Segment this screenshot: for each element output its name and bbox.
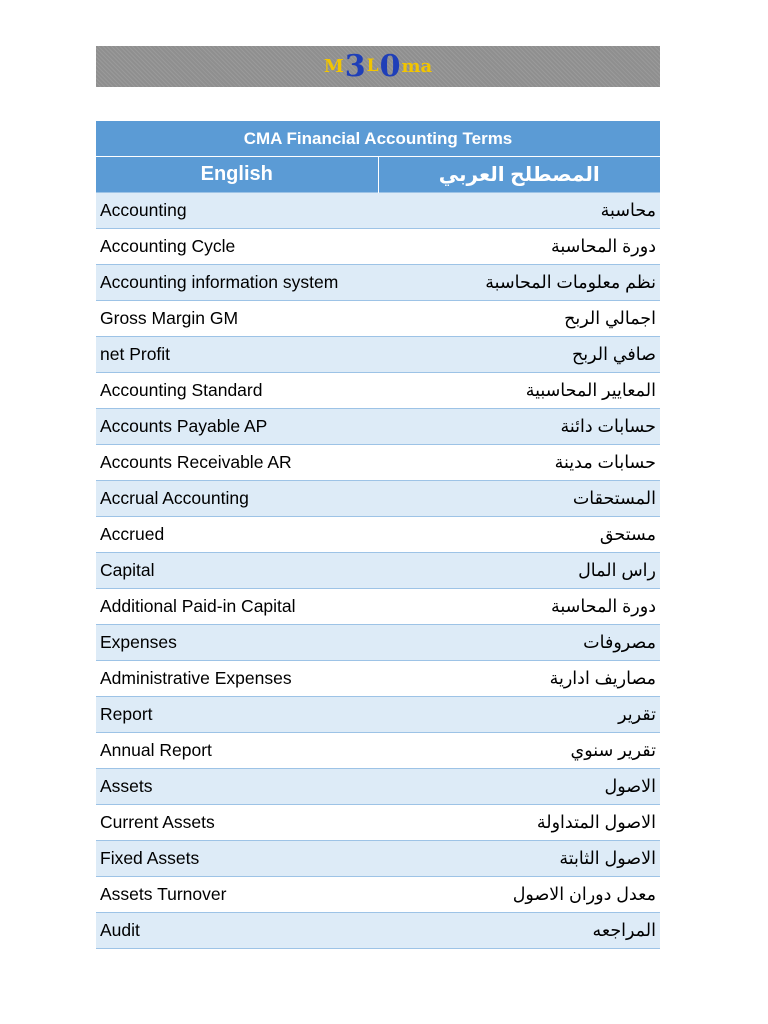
table-row [96, 913, 660, 949]
term-arabic: الاصول الثابتة [378, 841, 660, 877]
table-row [96, 517, 660, 553]
terms-table-head [96, 121, 660, 193]
column-header-arabic: المصطلح العربي [378, 157, 660, 193]
table-row [96, 301, 660, 337]
term-english: Administrative Expenses [96, 661, 378, 697]
term-arabic: المستحقات [378, 481, 660, 517]
term-english: Accounting [96, 193, 378, 229]
terms-table [96, 121, 660, 949]
term-english: Accrual Accounting [96, 481, 378, 517]
table-row [96, 409, 660, 445]
table-row [96, 229, 660, 265]
terms-table-body [96, 193, 660, 949]
term-arabic: مستحق [378, 517, 660, 553]
term-english: Expenses [96, 625, 378, 661]
term-arabic: محاسبة [378, 193, 660, 229]
column-header-english: English [96, 157, 378, 193]
table-row [96, 805, 660, 841]
table-header-row [96, 157, 660, 193]
logo-digit-0: 0 [379, 48, 401, 84]
term-english: Accounting information system [96, 265, 378, 301]
term-arabic: حسابات دائنة [378, 409, 660, 445]
table-row [96, 625, 660, 661]
term-english: Assets Turnover [96, 877, 378, 913]
term-english: Gross Margin GM [96, 301, 378, 337]
table-title: CMA Financial Accounting Terms [96, 121, 660, 157]
term-arabic: مصروفات [378, 625, 660, 661]
table-row [96, 877, 660, 913]
term-arabic: صافي الربح [378, 337, 660, 373]
term-arabic: نظم معلومات المحاسبة [378, 265, 660, 301]
term-arabic: معدل دوران الاصول [378, 877, 660, 913]
term-english: Audit [96, 913, 378, 949]
table-title-row [96, 121, 660, 157]
term-arabic: تقرير سنوي [378, 733, 660, 769]
logo-digit-3: 3 [344, 48, 366, 84]
table-row [96, 733, 660, 769]
table-row [96, 373, 660, 409]
term-arabic: تقرير [378, 697, 660, 733]
term-english: Fixed Assets [96, 841, 378, 877]
term-arabic: الاصول المتداولة [378, 805, 660, 841]
table-row [96, 661, 660, 697]
table-row [96, 265, 660, 301]
term-arabic: راس المال [378, 553, 660, 589]
term-arabic: دورة المحاسبة [378, 589, 660, 625]
term-english: Accounting Standard [96, 373, 378, 409]
table-row [96, 193, 660, 229]
table-row [96, 697, 660, 733]
term-english: Annual Report [96, 733, 378, 769]
term-arabic: المعايير المحاسبية [378, 373, 660, 409]
logo-letter-m: M [323, 55, 344, 77]
term-arabic: المراجعه [378, 913, 660, 949]
term-english: net Profit [96, 337, 378, 373]
logo-banner [96, 46, 660, 87]
term-english: Capital [96, 553, 378, 589]
term-english: Report [96, 697, 378, 733]
table-row [96, 481, 660, 517]
term-english: Additional Paid-in Capital [96, 589, 378, 625]
logo-letters-ma: ma [401, 55, 433, 77]
table-row [96, 553, 660, 589]
logo-letter-l: L [366, 56, 379, 76]
table-row [96, 445, 660, 481]
term-arabic: مصاريف ادارية [378, 661, 660, 697]
term-english: Current Assets [96, 805, 378, 841]
table-row [96, 589, 660, 625]
term-english: Accounting Cycle [96, 229, 378, 265]
term-english: Accrued [96, 517, 378, 553]
term-arabic: اجمالي الربح [378, 301, 660, 337]
term-arabic: حسابات مدينة [378, 445, 660, 481]
term-english: Assets [96, 769, 378, 805]
table-row [96, 769, 660, 805]
term-english: Accounts Receivable AR [96, 445, 378, 481]
term-arabic: الاصول [378, 769, 660, 805]
table-row [96, 337, 660, 373]
table-row [96, 841, 660, 877]
term-arabic: دورة المحاسبة [378, 229, 660, 265]
term-english: Accounts Payable AP [96, 409, 378, 445]
